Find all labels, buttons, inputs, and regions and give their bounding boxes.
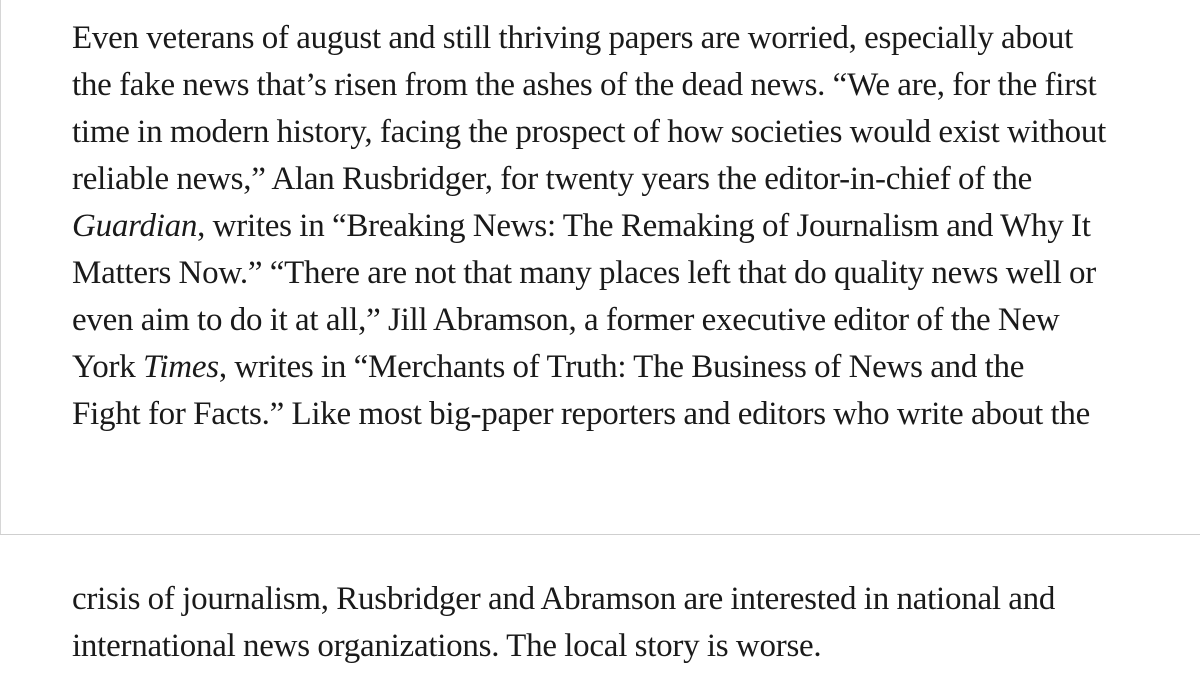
article-paragraph-top xyxy=(72,15,1192,438)
text-line xyxy=(72,62,1192,109)
text-run: , writes in “Merchants of Truth: The Business of News and the xyxy=(218,349,1025,385)
text-run: crisis of journalism, Rusbridger and Abramson are interested in national and xyxy=(72,581,1056,617)
text-run: reliable news,” Alan Rusbridger, for twenty years the editor-in-chief of the xyxy=(72,161,1033,197)
publication-title-guardian: Guardian xyxy=(72,208,198,244)
text-run: time in modern history, facing the prospect of how societies would exist without xyxy=(72,114,1107,150)
text-run: Even veterans of august and still thriving papers are worried, especially about xyxy=(72,20,1074,56)
text-line xyxy=(72,391,1192,438)
text-line xyxy=(72,203,1192,250)
text-run: Fight for Facts.” Like most big-paper reporters and editors who write about the xyxy=(72,396,1091,432)
text-run: York xyxy=(72,349,144,385)
left-edge-divider xyxy=(0,0,1,534)
text-run: , writes in “Breaking News: The Remaking of Journalism and Why It xyxy=(197,208,1091,244)
text-run: the fake news that’s risen from the ashes of the dead news. “We are, for the first xyxy=(72,67,1097,103)
text-run: Matters Now.” “There are not that many places left that do quality news well or xyxy=(72,255,1096,291)
text-line xyxy=(72,623,1192,670)
article-paragraph-bottom xyxy=(72,576,1192,670)
text-line xyxy=(72,297,1192,344)
page-break-divider xyxy=(0,534,1200,535)
text-run: even aim to do it at all,” Jill Abramson, a former executive editor of the New xyxy=(72,302,1060,338)
text-line xyxy=(72,156,1192,203)
text-line xyxy=(72,344,1192,391)
text-line xyxy=(72,15,1192,62)
text-run: international news organizations. The local story is worse. xyxy=(72,628,822,664)
text-line xyxy=(72,576,1192,623)
text-line xyxy=(72,109,1192,156)
publication-title-times: Times xyxy=(143,349,219,385)
text-line xyxy=(72,250,1192,297)
